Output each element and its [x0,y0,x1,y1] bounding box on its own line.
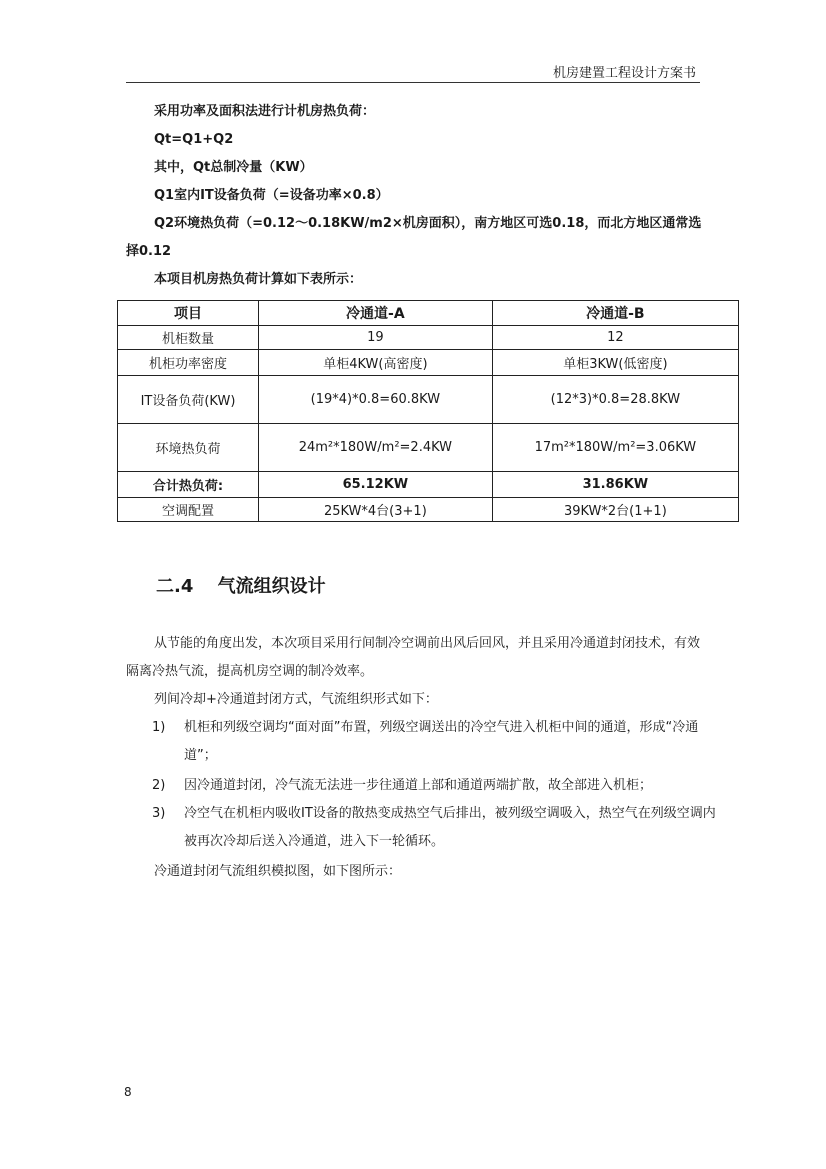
table-intro: 本项目机房热负荷计算如下表所示： [154,272,363,287]
definition-q2: Q2环境热负荷（=0.12～0.18KW/m2×机房面积），南方地区可选0.18，而北方地区通常选择0.12 [126,216,702,259]
list-item [152,772,722,800]
row-label: 机柜数量 [118,326,259,350]
list-item [152,714,722,770]
list-text: 机柜和列级空调均“面对面”布置，列级空调送出的冷空气进入机柜中间的通道，形成“冷通道”； [184,720,699,763]
page-number: 8 [124,1085,132,1099]
list-text: 因冷通道封闭，冷气流无法进一步往通道上部和通道两端扩散，故全部进入机柜； [184,778,653,793]
table-row [118,350,739,376]
list-text: 冷空气在机柜内吸收IT设备的散热变成热空气后排出，被列级空调吸入，热空气在列级空调内被再次冷却后送入冷通道，进入下一轮循环。 [184,806,716,849]
cell-b: (12*3)*0.8=28.8KW [492,376,738,424]
table-total-row [118,472,739,498]
cell-a: 19 [259,326,493,350]
header-cold-aisle-b: 冷通道-B [492,301,738,326]
section-title: 气流组织设计 [217,576,326,597]
table-row [118,498,739,522]
figure-intro: 冷通道封闭气流组织模拟图，如下图所示： [154,864,402,879]
row-label: 合计热负荷: [118,472,259,498]
definition-qt: 其中，Qt总制冷量（KW） [154,160,313,175]
table-row [118,376,739,424]
document-title: 机房建置工程设计方案书 [552,66,696,81]
header-cold-aisle-a: 冷通道-A [259,301,493,326]
cell-a: (19*4)*0.8=60.8KW [259,376,493,424]
body-paragraph-2: 列间冷却+冷通道封闭方式，气流组织形式如下： [154,692,438,707]
header-item: 项目 [118,301,259,326]
section-heading [156,572,326,598]
row-label: 机柜功率密度 [118,350,259,376]
cell-b: 12 [492,326,738,350]
table-row [118,326,739,350]
definition-q1: Q1室内IT设备负荷（=设备功率×0.8） [154,188,389,203]
cell-b: 39KW*2台(1+1) [492,498,738,522]
list-number: 1) [152,720,166,735]
cell-b: 17m²*180W/m²=3.06KW [492,424,738,472]
cell-a: 65.12KW [259,472,493,498]
list-number: 2) [152,778,166,793]
body-paragraph-1: 从节能的角度出发，本次项目采用行间制冷空调前出风后回风，并且采用冷通道封闭技术，有效隔离冷热气流，提高机房空调的制冷效率。 [126,636,701,679]
section-number: 二.4 [156,576,194,597]
row-label: 环境热负荷 [118,424,259,472]
row-label: IT设备负荷(KW) [118,376,259,424]
list-item [152,800,722,856]
cell-b: 单柜3KW(低密度) [492,350,738,376]
list-number: 3) [152,806,166,821]
heat-load-table [117,300,739,522]
cell-a: 25KW*4台(3+1) [259,498,493,522]
intro-line-1: 采用功率及面积法进行计机房热负荷： [154,104,376,119]
table-row [118,424,739,472]
page-header [126,62,700,83]
cell-b: 31.86KW [492,472,738,498]
table-header-row [118,301,739,326]
formula-qt: Qt=Q1+Q2 [154,132,234,147]
cell-a: 单柜4KW(高密度) [259,350,493,376]
cell-a: 24m²*180W/m²=2.4KW [259,424,493,472]
row-label: 空调配置 [118,498,259,522]
